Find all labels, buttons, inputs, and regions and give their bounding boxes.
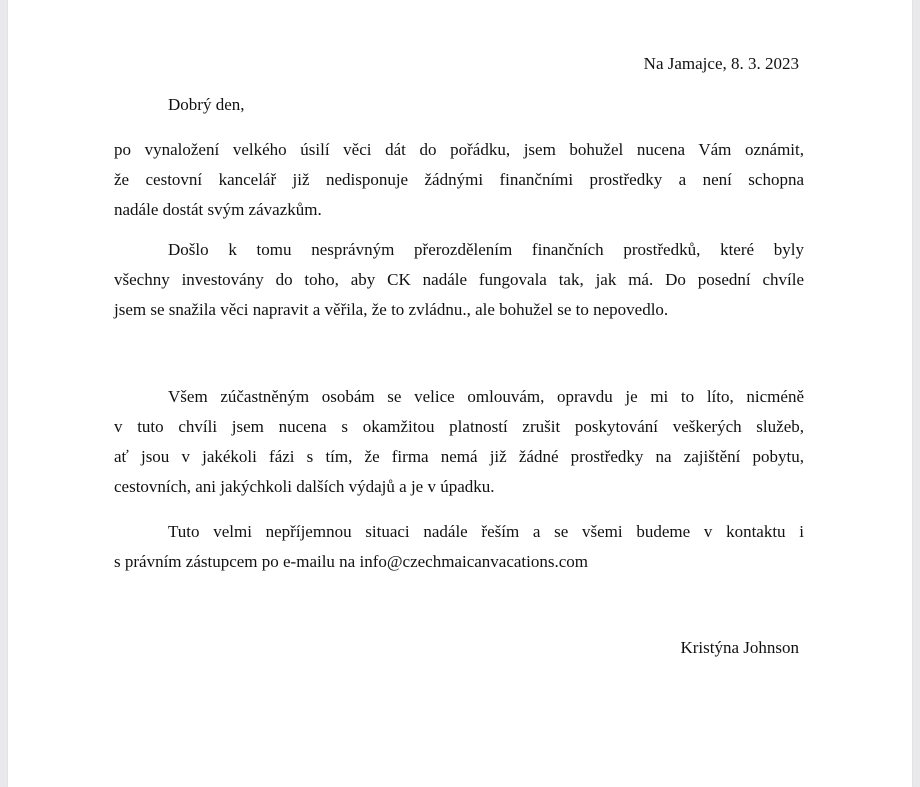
paragraph-line: Všem zúčastněným osobám se velice omlouvám, opravdu je mi to líto, nicméně bbox=[168, 387, 804, 406]
paragraph-line: Došlo k tomu nesprávným přerozdělením finančních prostředků, které byly bbox=[168, 240, 804, 259]
letter-signature: Kristýna Johnson bbox=[680, 638, 799, 657]
letter-date: Na Jamajce, 8. 3. 2023 bbox=[643, 54, 799, 73]
paragraph-line: po vynaložení velkého úsilí věci dát do pořádku, jsem bohužel nucena Vám oznámit, bbox=[114, 140, 804, 159]
paragraph-line: Tuto velmi nepříjemnou situaci nadále řeším a se všemi budeme v kontaktu i bbox=[168, 522, 804, 541]
paragraph-line: cestovních, ani jakýchkoli dalších výdajů a je v úpadku. bbox=[114, 477, 495, 496]
paragraph-line: v tuto chvíli jsem nucena s okamžitou platností zrušit poskytování veškerých služeb, bbox=[114, 417, 804, 436]
paragraph-line: nadále dostát svým závazkům. bbox=[114, 200, 322, 219]
paragraph-line: jsem se snažila věci napravit a věřila, že to zvládnu., ale bohužel se to nepovedlo. bbox=[114, 300, 669, 319]
paragraph-line: všechny investovány do toho, aby CK nadále fungovala tak, jak má. Do posední chvíle bbox=[114, 270, 804, 289]
paragraph-1 bbox=[114, 135, 804, 225]
paragraph-line: že cestovní kancelář již nedisponuje žádnými finančními prostředky a není schopna bbox=[114, 170, 804, 189]
paragraph-2 bbox=[114, 235, 804, 325]
letter-page bbox=[8, 0, 912, 787]
letter-greeting: Dobrý den, bbox=[168, 95, 245, 114]
paragraph-3 bbox=[114, 382, 804, 502]
paragraph-line: ať jsou v jakékoli fázi s tím, že firma nemá již žádné prostředky na zajištění pobytu, bbox=[114, 447, 804, 466]
paragraph-line: s právním zástupcem po e-mailu na info@czechmaicanvacations.com bbox=[114, 552, 588, 571]
paragraph-4 bbox=[114, 517, 804, 577]
